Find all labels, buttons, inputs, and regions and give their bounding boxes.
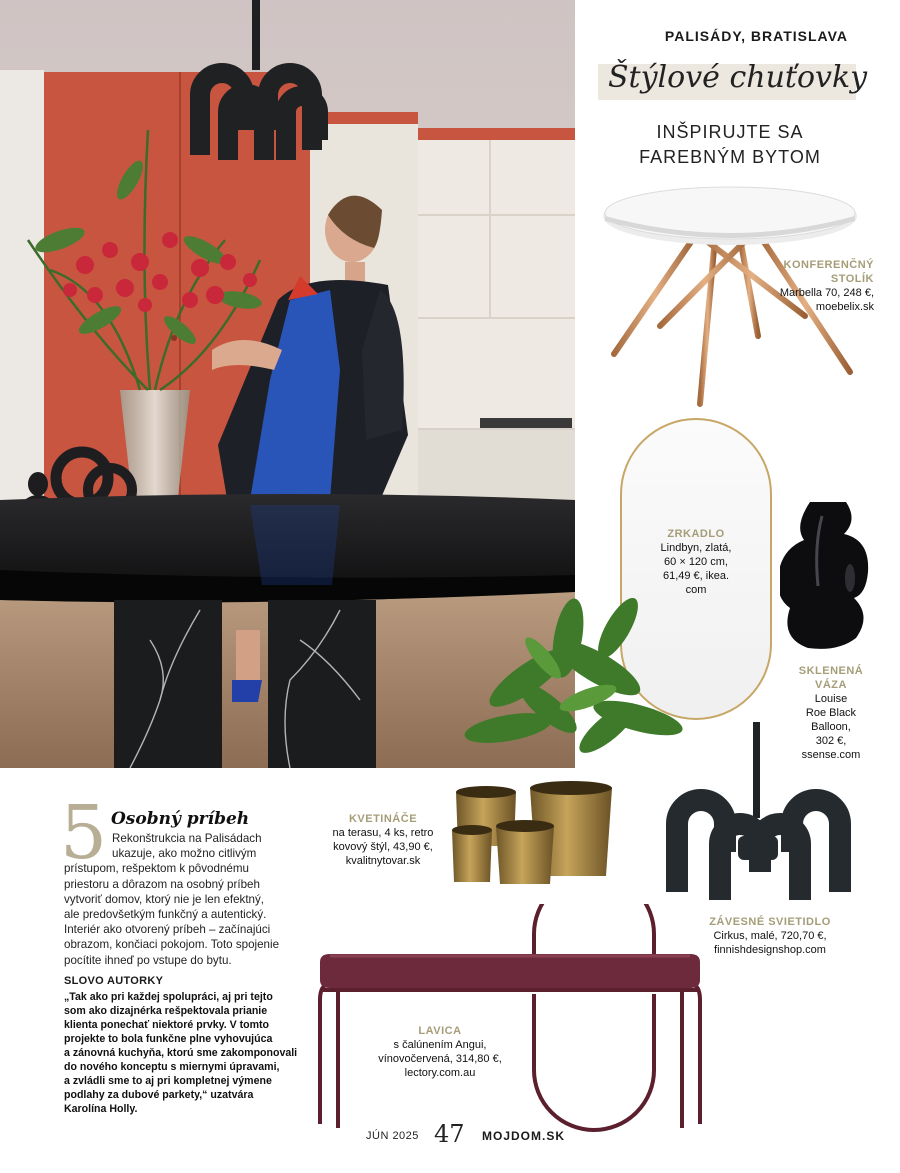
story-line: pocítite ihneď po vstupe do bytu. (64, 953, 232, 967)
caption-mirror (624, 527, 768, 597)
caption-line: kvalitnytovar.sk (345, 855, 421, 867)
caption-line: ssense.com (801, 749, 861, 761)
caption-line: kovový štýl, 43,90 €, (333, 841, 433, 853)
caption-planters (318, 812, 448, 868)
caption-line: Cirkus, malé, 720,70 €, (713, 930, 827, 942)
story-line: prístupom, rešpektom k pôvodnému (64, 862, 249, 876)
page-title: Štýlové chuťovky (608, 60, 868, 95)
footer-issue-date: JÚN 2025 (366, 1130, 419, 1142)
story-title: Osobný príbeh (111, 809, 250, 829)
story-line: Rekonštrukcia na Palisádach (112, 832, 262, 845)
quote-line: a zvládli sme to aj pri kompletnej výmene (64, 1075, 272, 1087)
caption-line: vínovočervená, 314,80 €, (378, 1053, 502, 1065)
page-subtitle (600, 120, 860, 170)
bench-image (316, 904, 704, 1132)
story-number: 5 (60, 790, 108, 876)
author-quote (64, 990, 309, 1116)
quote-line: podlahy za dubové parkety,“ uzatvára (64, 1089, 254, 1101)
caption-heading: VÁZA (815, 679, 847, 691)
caption-line: finnishdesignshop.com (714, 944, 826, 956)
story-line: ukazuje, ako možno citlivým (112, 847, 257, 861)
caption-heading: ZÁVESNÉ SVIETIDLO (709, 916, 831, 928)
caption-line: moebelix.sk (815, 301, 874, 313)
story-body (64, 831, 309, 968)
caption-line: s čalúnením Angui, (393, 1039, 487, 1051)
caption-pendant-light (688, 915, 852, 957)
caption-coffee-table (730, 258, 874, 314)
quote-line: „Tak ako pri každej spolupráci, aj pri tejto (64, 991, 273, 1003)
story-line: Interiér ako otvorený príbeh – začínajúci (64, 923, 271, 937)
caption-heading: KONFERENČNÝ (783, 259, 874, 271)
page-number: 47 (434, 1120, 465, 1148)
quote-line: Karolína Holly. (64, 1103, 138, 1115)
black-vase-image (780, 498, 876, 652)
quote-line: a zánovná kuchyňa, ktorú sme zakomponovali (64, 1047, 298, 1059)
caption-vase (786, 664, 876, 762)
caption-line: 60 × 120 cm, (664, 556, 728, 568)
caption-line: Roe Black (805, 707, 857, 719)
caption-bench (362, 1024, 518, 1080)
story-line: obrazom, končiaci pokojom. Toto spojenie (64, 938, 280, 952)
caption-line: lectory.com.au (404, 1067, 476, 1079)
subtitle-line: INŠPIRUJTE SA (656, 122, 804, 142)
footer-brand-link[interactable]: MOJDOM.SK (482, 1129, 566, 1143)
story-line: vytvoriť domov, ktorý nie je len efektný, (64, 892, 265, 906)
quote-line: som ako dizajnérka rešpektovala prianie (64, 1005, 268, 1017)
plant-planters-image (448, 598, 696, 888)
caption-heading: KVETINÁČE (348, 813, 418, 825)
caption-line: Lindbyn, zlatá, (660, 542, 732, 554)
caption-line: Louise (814, 693, 848, 705)
caption-line: 302 €, (815, 735, 847, 747)
quote-line: projekte to bola funkčne plne vyhovujúca (64, 1033, 273, 1045)
quote-line: do nového konceptu s miernymi úpravami, (64, 1061, 280, 1073)
subtitle-line: FAREBNÝM BYTOM (639, 147, 821, 167)
story-line: priestoru a dôrazom na osobný príbeh (64, 877, 260, 891)
author-label: SLOVO AUTORKY (64, 975, 164, 987)
caption-line: na terasu, 4 ks, retro (332, 827, 434, 839)
caption-line: 61,49 €, ikea. (662, 570, 730, 582)
caption-line: Marbella 70, 248 €, (779, 287, 874, 299)
quote-line: klienta ponechať niektoré prvky. V tomto (64, 1019, 270, 1031)
story-line: ale predovšetkým funkčný a autentický. (64, 908, 267, 922)
caption-line: com (685, 584, 707, 596)
location-label: PALISÁDY, BRATISLAVA (664, 28, 848, 44)
caption-heading: LAVICA (418, 1025, 462, 1037)
caption-heading: ZRKADLO (667, 528, 725, 540)
caption-heading: STOLÍK (830, 273, 874, 285)
caption-line: Balloon, (811, 721, 851, 733)
caption-heading: SKLENENÁ (798, 665, 864, 677)
